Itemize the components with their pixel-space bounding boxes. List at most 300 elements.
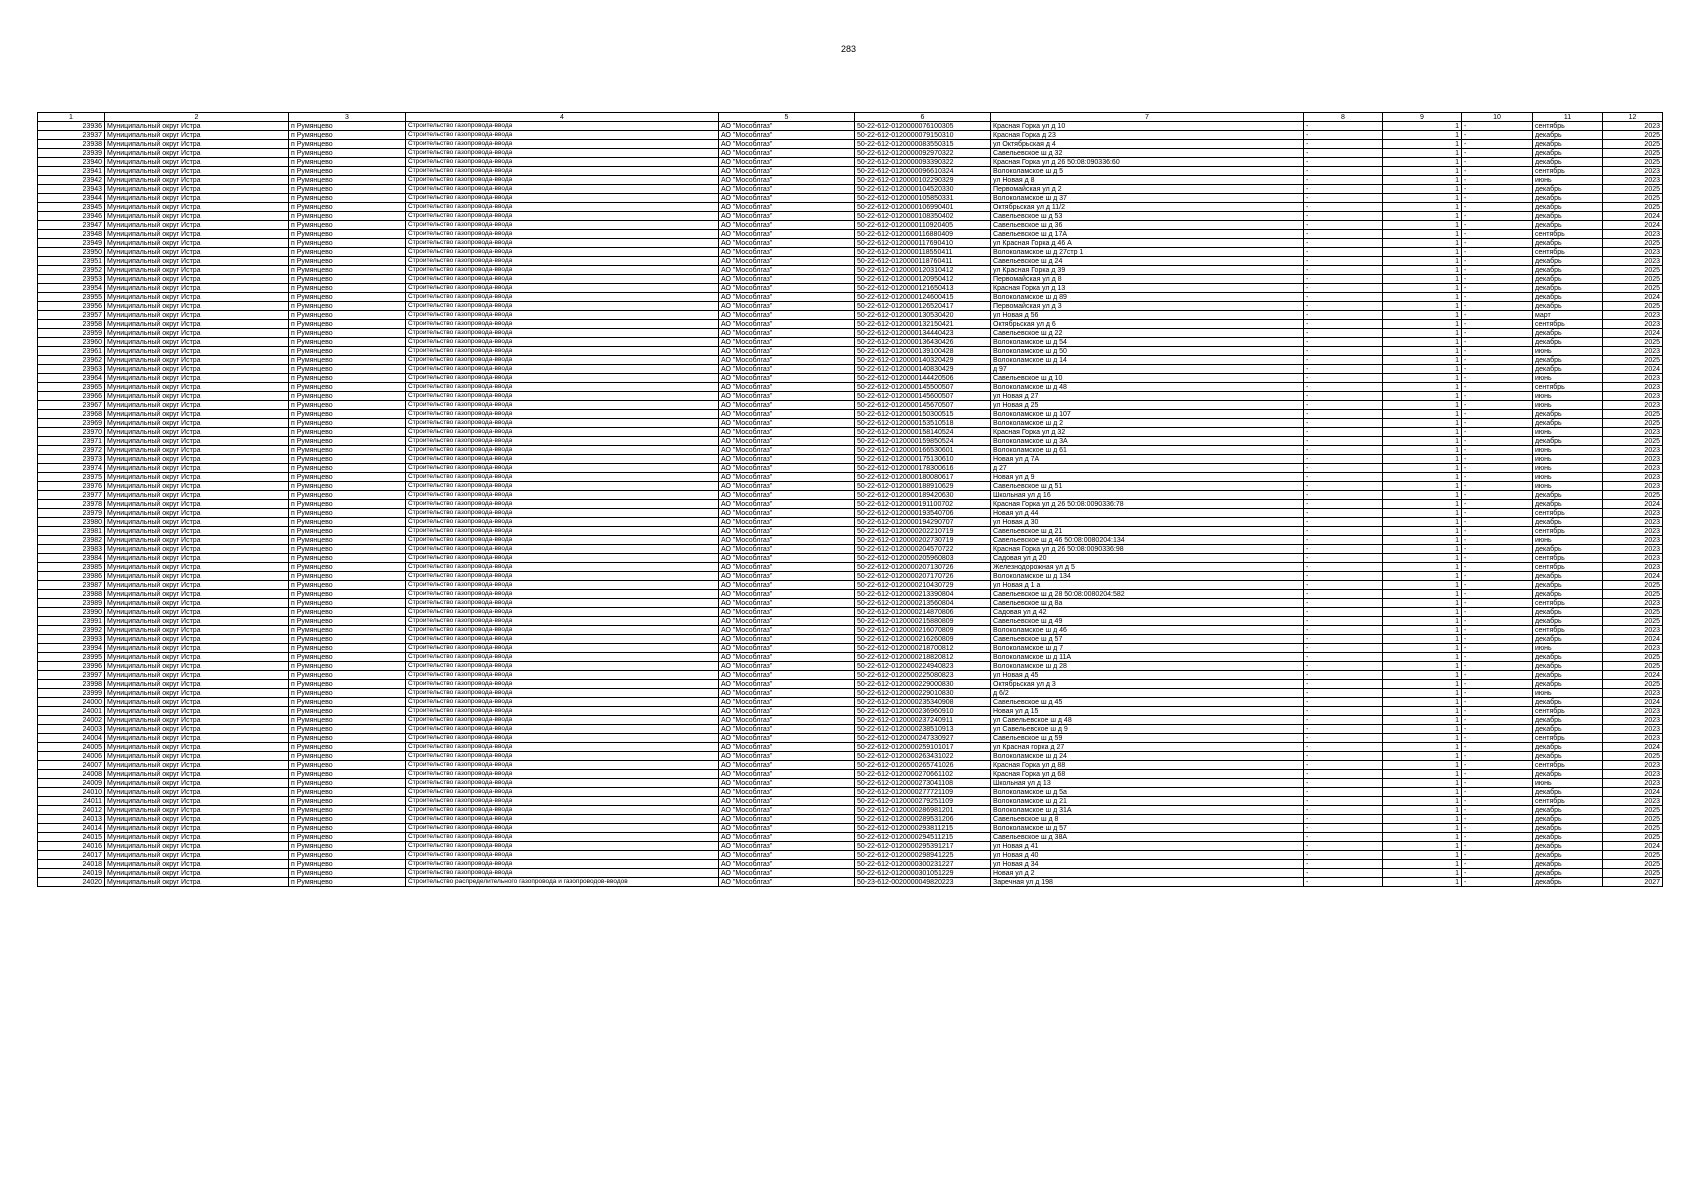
settlement-cell: п Румянцево (289, 446, 406, 455)
address-cell: Волоколамское ш д 31А (991, 806, 1304, 815)
settlement-cell: п Румянцево (289, 266, 406, 275)
code-cell: 50-22-612-0120000279251109 (855, 797, 991, 806)
month-cell: сентябрь (1533, 320, 1603, 329)
row-number-cell: 24012 (38, 806, 105, 815)
dash-cell: - (1304, 716, 1383, 725)
settlement-cell: п Румянцево (289, 320, 406, 329)
table-row (38, 797, 1663, 806)
row-number-cell: 23991 (38, 617, 105, 626)
table-row (38, 581, 1663, 590)
municipality-cell: Муниципальный округ Истра (105, 734, 289, 743)
address-cell: Волоколамское ш д 28 (991, 662, 1304, 671)
year-cell: 2023 (1603, 716, 1663, 725)
works-cell: Строительство газопровода-ввода (406, 590, 719, 599)
month-cell: сентябрь (1533, 599, 1603, 608)
company-cell: АО "Мособлгаз" (719, 194, 855, 203)
table-row (38, 473, 1663, 482)
year-cell: 2024 (1603, 572, 1663, 581)
month-cell: декабрь (1533, 815, 1603, 824)
company-cell: АО "Мособлгаз" (719, 572, 855, 581)
address-cell: ул Новая д 1 а (991, 581, 1304, 590)
settlement-cell: п Румянцево (289, 509, 406, 518)
table-row (38, 824, 1663, 833)
municipality-cell: Муниципальный округ Истра (105, 464, 289, 473)
dash-cell: - (1304, 302, 1383, 311)
row-number-cell: 23937 (38, 131, 105, 140)
month-cell: сентябрь (1533, 626, 1603, 635)
row-number-cell: 23979 (38, 509, 105, 518)
table-row (38, 122, 1663, 131)
table-row (38, 869, 1663, 878)
quantity-cell: 1 (1383, 617, 1462, 626)
page-number: 283 (840, 44, 857, 54)
dash-cell: - (1462, 734, 1533, 743)
month-cell: декабрь (1533, 275, 1603, 284)
dash-cell: - (1304, 230, 1383, 239)
table-row (38, 383, 1663, 392)
quantity-cell: 1 (1383, 788, 1462, 797)
address-cell: Красная Горка ул д 10 (991, 122, 1304, 131)
table-row (38, 761, 1663, 770)
dash-cell: - (1304, 122, 1383, 131)
code-cell: 50-22-612-0120000153510518 (855, 419, 991, 428)
year-cell: 2025 (1603, 284, 1663, 293)
quantity-cell: 1 (1383, 140, 1462, 149)
address-cell: Школьная ул д 16 (991, 491, 1304, 500)
municipality-cell: Муниципальный округ Истра (105, 815, 289, 824)
month-cell: июнь (1533, 473, 1603, 482)
month-cell: декабрь (1533, 302, 1603, 311)
works-cell: Строительство газопровода-ввода (406, 725, 719, 734)
works-cell: Строительство газопровода-ввода (406, 437, 719, 446)
dash-cell: - (1462, 329, 1533, 338)
settlement-cell: п Румянцево (289, 869, 406, 878)
table-row (38, 329, 1663, 338)
settlement-cell: п Румянцево (289, 572, 406, 581)
works-cell: Строительство газопровода-ввода (406, 329, 719, 338)
municipality-cell: Муниципальный округ Истра (105, 392, 289, 401)
code-cell: 50-22-612-0120000295391217 (855, 842, 991, 851)
settlement-cell: п Румянцево (289, 851, 406, 860)
row-number-cell: 23952 (38, 266, 105, 275)
municipality-cell: Муниципальный округ Истра (105, 455, 289, 464)
code-cell: 50-22-612-0120000180080617 (855, 473, 991, 482)
quantity-cell: 1 (1383, 761, 1462, 770)
dash-cell: - (1462, 176, 1533, 185)
dash-cell: - (1304, 149, 1383, 158)
address-cell: Савельевское ш д 22 (991, 329, 1304, 338)
table-row (38, 239, 1663, 248)
works-cell: Строительство газопровода-ввода (406, 491, 719, 500)
column-header: 9 (1383, 113, 1462, 122)
address-cell: Заречная ул д 198 (991, 878, 1304, 887)
municipality-cell: Муниципальный округ Истра (105, 356, 289, 365)
month-cell: декабрь (1533, 860, 1603, 869)
dash-cell: - (1304, 761, 1383, 770)
company-cell: АО "Мособлгаз" (719, 644, 855, 653)
dash-cell: - (1304, 194, 1383, 203)
quantity-cell: 1 (1383, 554, 1462, 563)
municipality-cell: Муниципальный округ Истра (105, 122, 289, 131)
code-cell: 50-22-612-0120000136430426 (855, 338, 991, 347)
address-cell: ул Новая д 27 (991, 392, 1304, 401)
settlement-cell: п Румянцево (289, 779, 406, 788)
settlement-cell: п Румянцево (289, 716, 406, 725)
dash-cell: - (1304, 185, 1383, 194)
dash-cell: - (1462, 383, 1533, 392)
row-number-cell: 24007 (38, 761, 105, 770)
settlement-cell: п Румянцево (289, 563, 406, 572)
year-cell: 2023 (1603, 734, 1663, 743)
dash-cell: - (1304, 464, 1383, 473)
quantity-cell: 1 (1383, 491, 1462, 500)
quantity-cell: 1 (1383, 590, 1462, 599)
dash-cell: - (1304, 599, 1383, 608)
code-cell: 50-22-612-0120000108350402 (855, 212, 991, 221)
table-row (38, 185, 1663, 194)
dash-cell: - (1304, 212, 1383, 221)
quantity-cell: 1 (1383, 572, 1462, 581)
table-row (38, 635, 1663, 644)
table-row (38, 707, 1663, 716)
settlement-cell: п Румянцево (289, 500, 406, 509)
works-cell: Строительство газопровода-ввода (406, 608, 719, 617)
quantity-cell: 1 (1383, 392, 1462, 401)
row-number-cell: 23976 (38, 482, 105, 491)
dash-cell: - (1462, 725, 1533, 734)
month-cell: сентябрь (1533, 167, 1603, 176)
quantity-cell: 1 (1383, 500, 1462, 509)
code-cell: 50-22-612-0120000259101017 (855, 743, 991, 752)
dash-cell: - (1304, 311, 1383, 320)
works-cell: Строительство газопровода-ввода (406, 158, 719, 167)
quantity-cell: 1 (1383, 167, 1462, 176)
dash-cell: - (1304, 680, 1383, 689)
settlement-cell: п Румянцево (289, 302, 406, 311)
code-cell: 50-22-612-0120000225080823 (855, 671, 991, 680)
company-cell: АО "Мособлгаз" (719, 176, 855, 185)
quantity-cell: 1 (1383, 356, 1462, 365)
works-cell: Строительство газопровода-ввода (406, 230, 719, 239)
row-number-cell: 23955 (38, 293, 105, 302)
table-row (38, 410, 1663, 419)
address-cell: ул Новая д 41 (991, 842, 1304, 851)
dash-cell: - (1304, 275, 1383, 284)
dash-cell: - (1462, 536, 1533, 545)
month-cell: декабрь (1533, 869, 1603, 878)
dash-cell: - (1462, 374, 1533, 383)
row-number-cell: 23969 (38, 419, 105, 428)
works-cell: Строительство газопровода-ввода (406, 203, 719, 212)
address-cell: Савельевское ш д 53 (991, 212, 1304, 221)
municipality-cell: Муниципальный округ Истра (105, 581, 289, 590)
settlement-cell: п Румянцево (289, 221, 406, 230)
column-header: 1 (38, 113, 105, 122)
dash-cell: - (1462, 743, 1533, 752)
quantity-cell: 1 (1383, 698, 1462, 707)
works-cell: Строительство газопровода-ввода (406, 365, 719, 374)
works-cell: Строительство газопровода-ввода (406, 374, 719, 383)
quantity-cell: 1 (1383, 563, 1462, 572)
dash-cell: - (1462, 788, 1533, 797)
dash-cell: - (1462, 266, 1533, 275)
address-cell: Волоколамское ш д 14 (991, 356, 1304, 365)
quantity-cell: 1 (1383, 752, 1462, 761)
works-cell: Строительство газопровода-ввода (406, 266, 719, 275)
code-cell: 50-22-612-0120000124600415 (855, 293, 991, 302)
year-cell: 2025 (1603, 140, 1663, 149)
address-cell: Волоколамское ш д 57 (991, 824, 1304, 833)
settlement-cell: п Румянцево (289, 365, 406, 374)
dash-cell: - (1462, 365, 1533, 374)
year-cell: 2023 (1603, 455, 1663, 464)
municipality-cell: Муниципальный округ Истра (105, 689, 289, 698)
dash-cell: - (1462, 230, 1533, 239)
works-cell: Строительство газопровода-ввода (406, 761, 719, 770)
table-row (38, 302, 1663, 311)
municipality-cell: Муниципальный округ Истра (105, 509, 289, 518)
dash-cell: - (1304, 392, 1383, 401)
table-row (38, 284, 1663, 293)
year-cell: 2025 (1603, 356, 1663, 365)
quantity-cell: 1 (1383, 743, 1462, 752)
quantity-cell: 1 (1383, 158, 1462, 167)
table-row (38, 356, 1663, 365)
municipality-cell: Муниципальный округ Истра (105, 698, 289, 707)
year-cell: 2025 (1603, 806, 1663, 815)
quantity-cell: 1 (1383, 833, 1462, 842)
year-cell: 2023 (1603, 761, 1663, 770)
row-number-cell: 23963 (38, 365, 105, 374)
company-cell: АО "Мособлгаз" (719, 635, 855, 644)
year-cell: 2023 (1603, 122, 1663, 131)
month-cell: июнь (1533, 176, 1603, 185)
month-cell: декабрь (1533, 257, 1603, 266)
code-cell: 50-22-612-0120000132150421 (855, 320, 991, 329)
address-cell: Савельевское ш д 21 (991, 527, 1304, 536)
company-cell: АО "Мособлгаз" (719, 662, 855, 671)
settlement-cell: п Румянцево (289, 806, 406, 815)
dash-cell: - (1462, 644, 1533, 653)
municipality-cell: Муниципальный округ Истра (105, 347, 289, 356)
works-cell: Строительство газопровода-ввода (406, 473, 719, 482)
company-cell: АО "Мособлгаз" (719, 122, 855, 131)
settlement-cell: п Румянцево (289, 770, 406, 779)
month-cell: декабрь (1533, 635, 1603, 644)
year-cell: 2025 (1603, 608, 1663, 617)
code-cell: 50-22-612-0120000298941225 (855, 851, 991, 860)
address-cell: Красная Горка ул д 26 50:08:090336:60 (991, 158, 1304, 167)
works-cell: Строительство газопровода-ввода (406, 419, 719, 428)
code-cell: 50-22-612-0120000300231227 (855, 860, 991, 869)
settlement-cell: п Румянцево (289, 374, 406, 383)
code-cell: 50-22-612-0120000145670507 (855, 401, 991, 410)
settlement-cell: п Румянцево (289, 419, 406, 428)
company-cell: АО "Мособлгаз" (719, 833, 855, 842)
municipality-cell: Муниципальный округ Истра (105, 635, 289, 644)
row-number-cell: 23997 (38, 671, 105, 680)
code-cell: 50-22-612-0120000134440423 (855, 329, 991, 338)
row-number-cell: 24000 (38, 698, 105, 707)
dash-cell: - (1462, 878, 1533, 887)
address-cell: Волоколамское ш д 48 (991, 383, 1304, 392)
year-cell: 2025 (1603, 266, 1663, 275)
year-cell: 2023 (1603, 446, 1663, 455)
quantity-cell: 1 (1383, 212, 1462, 221)
dash-cell: - (1304, 320, 1383, 329)
municipality-cell: Муниципальный округ Истра (105, 878, 289, 887)
company-cell: АО "Мособлгаз" (719, 293, 855, 302)
address-cell: Савельевское ш д 8 (991, 815, 1304, 824)
row-number-cell: 24016 (38, 842, 105, 851)
address-cell: Волоколамское ш д 7 (991, 644, 1304, 653)
works-cell: Строительство газопровода-ввода (406, 617, 719, 626)
table-row (38, 689, 1663, 698)
quantity-cell: 1 (1383, 797, 1462, 806)
address-cell: Первомайская ул д 2 (991, 185, 1304, 194)
works-cell: Строительство газопровода-ввода (406, 563, 719, 572)
quantity-cell: 1 (1383, 779, 1462, 788)
settlement-cell: п Румянцево (289, 311, 406, 320)
settlement-cell: п Румянцево (289, 617, 406, 626)
month-cell: июнь (1533, 392, 1603, 401)
company-cell: АО "Мособлгаз" (719, 671, 855, 680)
code-cell: 50-22-612-0120000202210719 (855, 527, 991, 536)
company-cell: АО "Мособлгаз" (719, 509, 855, 518)
dash-cell: - (1462, 815, 1533, 824)
works-cell: Строительство газопровода-ввода (406, 599, 719, 608)
code-cell: 50-22-612-0120000273041108 (855, 779, 991, 788)
municipality-cell: Муниципальный округ Истра (105, 275, 289, 284)
code-cell: 50-22-612-0120000116880409 (855, 230, 991, 239)
works-cell: Строительство газопровода-ввода (406, 221, 719, 230)
row-number-cell: 24013 (38, 815, 105, 824)
address-cell: Красная Горка ул д 88 (991, 761, 1304, 770)
quantity-cell: 1 (1383, 248, 1462, 257)
month-cell: декабрь (1533, 239, 1603, 248)
address-cell: Волоколамское ш д 27стр 1 (991, 248, 1304, 257)
settlement-cell: п Румянцево (289, 293, 406, 302)
table-row (38, 446, 1663, 455)
month-cell: декабрь (1533, 878, 1603, 887)
works-cell: Строительство газопровода-ввода (406, 635, 719, 644)
works-cell: Строительство газопровода-ввода (406, 194, 719, 203)
municipality-cell: Муниципальный округ Истра (105, 851, 289, 860)
row-number-cell: 24015 (38, 833, 105, 842)
quantity-cell: 1 (1383, 347, 1462, 356)
row-number-cell: 23943 (38, 185, 105, 194)
municipality-cell: Муниципальный округ Истра (105, 662, 289, 671)
quantity-cell: 1 (1383, 653, 1462, 662)
settlement-cell: п Румянцево (289, 410, 406, 419)
table-row (38, 590, 1663, 599)
code-cell: 50-22-612-0120000105850331 (855, 194, 991, 203)
dash-cell: - (1304, 176, 1383, 185)
dash-cell: - (1462, 635, 1533, 644)
address-cell: Красная Горка ул д 32 (991, 428, 1304, 437)
dash-cell: - (1304, 851, 1383, 860)
code-cell: 50-22-612-0120000289531206 (855, 815, 991, 824)
code-cell: 50-22-612-0120000294511215 (855, 833, 991, 842)
row-number-cell: 23945 (38, 203, 105, 212)
row-number-cell: 24010 (38, 788, 105, 797)
address-cell: Новая ул д 15 (991, 707, 1304, 716)
dash-cell: - (1304, 653, 1383, 662)
dash-cell: - (1462, 500, 1533, 509)
code-cell: 50-22-612-0120000293811215 (855, 824, 991, 833)
address-cell: ул Новая д 34 (991, 860, 1304, 869)
month-cell: сентябрь (1533, 122, 1603, 131)
year-cell: 2024 (1603, 698, 1663, 707)
column-header: 12 (1603, 113, 1663, 122)
table-row (38, 770, 1663, 779)
works-cell: Строительство газопровода-ввода (406, 428, 719, 437)
address-cell: Волоколамское ш д 89 (991, 293, 1304, 302)
year-cell: 2023 (1603, 320, 1663, 329)
quantity-cell: 1 (1383, 131, 1462, 140)
works-cell: Строительство газопровода-ввода (406, 797, 719, 806)
row-number-cell: 24017 (38, 851, 105, 860)
dash-cell: - (1304, 860, 1383, 869)
month-cell: сентябрь (1533, 563, 1603, 572)
dash-cell: - (1462, 653, 1533, 662)
year-cell: 2023 (1603, 392, 1663, 401)
address-cell: Красная Горка ул д 68 (991, 770, 1304, 779)
address-cell: Садовая ул д 20 (991, 554, 1304, 563)
row-number-cell: 23980 (38, 518, 105, 527)
code-cell: 50-22-612-0120000214870806 (855, 608, 991, 617)
municipality-cell: Муниципальный округ Истра (105, 761, 289, 770)
row-number-cell: 23960 (38, 338, 105, 347)
table-row (38, 221, 1663, 230)
works-cell: Строительство газопровода-ввода (406, 815, 719, 824)
row-number-cell: 23972 (38, 446, 105, 455)
year-cell: 2023 (1603, 473, 1663, 482)
works-cell: Строительство газопровода-ввода (406, 770, 719, 779)
dash-cell: - (1462, 680, 1533, 689)
dash-cell: - (1304, 500, 1383, 509)
month-cell: июнь (1533, 779, 1603, 788)
column-header: 7 (991, 113, 1304, 122)
table-row (38, 419, 1663, 428)
settlement-cell: п Румянцево (289, 491, 406, 500)
address-cell: ул Новая д 56 (991, 311, 1304, 320)
dash-cell: - (1462, 284, 1533, 293)
municipality-cell: Муниципальный округ Истра (105, 491, 289, 500)
address-cell: Волоколамское ш д 54 (991, 338, 1304, 347)
dash-cell: - (1304, 437, 1383, 446)
address-cell: Савельевское ш д 38А (991, 833, 1304, 842)
code-cell: 50-22-612-0120000210430729 (855, 581, 991, 590)
address-cell: Волоколамское ш д 5а (991, 788, 1304, 797)
year-cell: 2024 (1603, 788, 1663, 797)
table-row (38, 194, 1663, 203)
company-cell: АО "Мособлгаз" (719, 329, 855, 338)
settlement-cell: п Румянцево (289, 761, 406, 770)
settlement-cell: п Румянцево (289, 383, 406, 392)
table-row (38, 293, 1663, 302)
municipality-cell: Муниципальный округ Истра (105, 437, 289, 446)
month-cell: сентябрь (1533, 230, 1603, 239)
address-cell: д 97 (991, 365, 1304, 374)
row-number-cell: 23987 (38, 581, 105, 590)
works-cell: Строительство газопровода-ввода (406, 131, 719, 140)
settlement-cell: п Румянцево (289, 833, 406, 842)
company-cell: АО "Мособлгаз" (719, 518, 855, 527)
municipality-cell: Муниципальный округ Истра (105, 500, 289, 509)
works-cell: Строительство газопровода-ввода (406, 239, 719, 248)
dash-cell: - (1304, 545, 1383, 554)
